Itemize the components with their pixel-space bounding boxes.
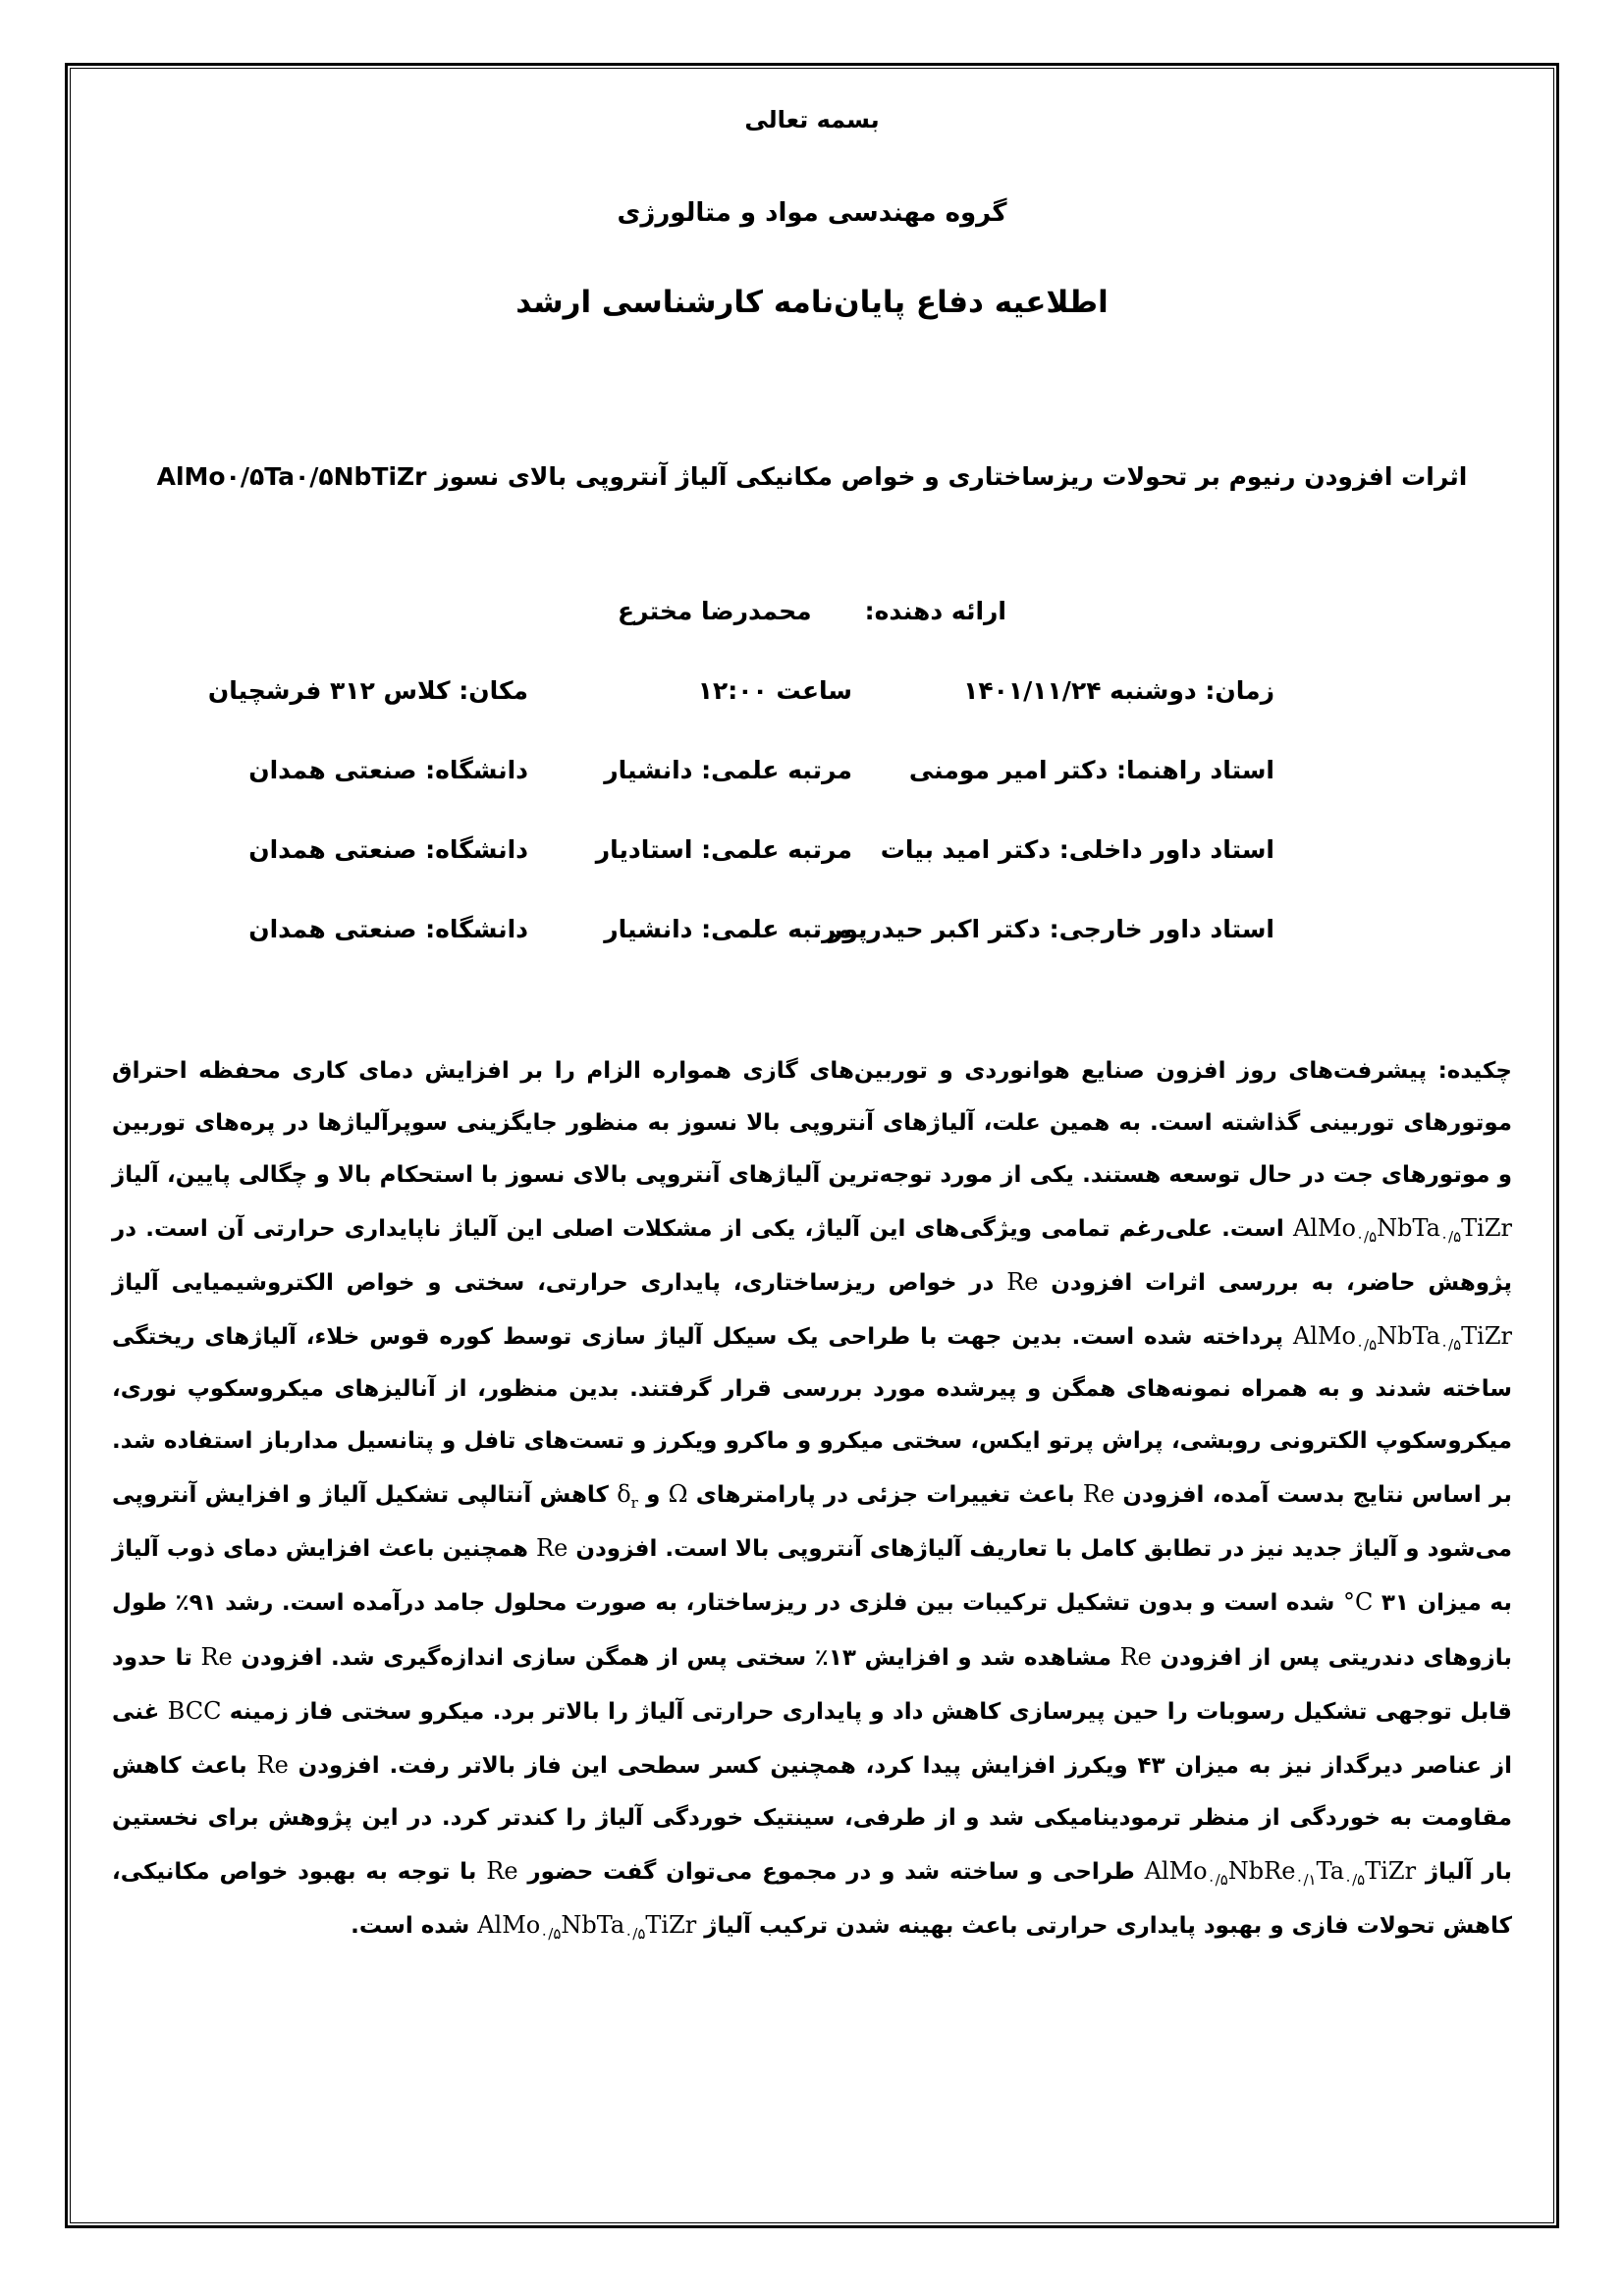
session-hour: ساعت ۱۲:۰۰ (697, 676, 852, 705)
external-examiner-university: دانشگاه: صنعتی همدان (248, 915, 528, 943)
abstract-text: مشاهده شد و افزایش ۱۳٪ سختی پس از همگن سازی اندازه‌گیری شد. افزودن (241, 1644, 1111, 1671)
committee-row-supervisor (104, 756, 1520, 784)
committee-row-external-examiner (104, 915, 1520, 943)
delta-r-symbol: $\delta_r$ (617, 1480, 638, 1512)
alloy-formula-base: AlMo$_{۰/۵}$NbTa$_{۰/۵}$TiZr (1292, 1322, 1512, 1354)
alloy-formula-rhenium: $AlMo_{۰/۵}NbRe_{۰/۱}Ta_{۰/۵}TiZr$ (1144, 1857, 1417, 1889)
rhenium-symbol: Re (256, 1750, 289, 1779)
rhenium-symbol: Re (1006, 1267, 1039, 1296)
document-border-inner (70, 68, 1554, 2223)
rhenium-symbol: Re (1119, 1642, 1152, 1671)
abstract-text: پرداخته شده است. بدین جهت با طراحی یک سیکل آلیاژ سازی توسط کوره قوس خلاء، آلیاژهای ریختگی ساخته شدند و به همراه نمونه‌های همگن و پیرشده مورد بررسی قرار گرفتند. بدین منظور، از آنالیزهای میکروسکوپ نوری، میکروسکوپ الکترونی روبشی، پراش پرتو ایکس، سختی میکرو و ماکرو ویکرز و تست‌های تافل و پتانسیل مدارباز استفاده شد. بر اساس نتایج بدست آمده، افزودن (112, 1324, 1512, 1509)
document-border (65, 63, 1559, 2228)
external-examiner-rank: مرتبه علمی: دانشیار (604, 915, 852, 943)
session-row (104, 676, 1520, 705)
session-location: مکان: کلاس ۳۱۲ فرشچیان (207, 676, 528, 705)
abstract-text: همچنین باعث افزایش دمای ذوب آلیاژ به میزان ۳۱ (112, 1536, 1513, 1617)
rhenium-symbol: Re (200, 1642, 233, 1671)
abstract-text: کاهش آنتالپی تشکیل آلیاژ و افزایش آنتروپی می‌شود و آلیاژ جدید نیز در تطابق کامل با تعاریف آلیاژهای آنتروپی بالا است. افزودن (112, 1482, 1512, 1563)
abstract-text: چکیده: پیشرفت‌های روز افزون صنایع هوانوردی و توربین‌های گازی همواره الزام را بر افزایش دمای کاری محفظه احتراق موتورهای توربینی گذاشته است. به همین علت، آلیاژهای آنتروپی بالا نسوز به منظور جایگزینی سوپرآلیاژها در پره‌های توربین و موتورهای جت در حال توسعه هستند. یکی از مورد توجه‌ترین آلیاژهای آنتروپی بالای نسوز با استحکام بالا و چگالی پایین، آلیاژ (112, 1058, 1512, 1188)
abstract-text: باعث تغییرات جزئی در پارامترهای (695, 1482, 1075, 1509)
alloy-formula-base: AlMo$_{۰/۵}$NbTa$_{۰/۵}$TiZr (477, 1911, 697, 1944)
thesis-title (104, 457, 1520, 497)
alloy-formula-base: AlMo$_{۰/۵}$NbTa$_{۰/۵}$TiZr (1292, 1213, 1512, 1246)
internal-examiner-name: استاد داور داخلی: دکتر امید بیات (880, 835, 1274, 864)
abstract-text: با توجه به بهبود خواص مکانیکی، کاهش تحولات فازی و بهبود پایداری حرارتی باعث بهینه شدن ترکیب آلیاژ (112, 1859, 1512, 1940)
thesis-title-text: اثرات افزودن رنیوم بر تحولات ریزساختاری و خواص مکانیکی آلیاژ آنتروپی بالای نسوز (435, 462, 1468, 491)
abstract-text: و (646, 1482, 661, 1509)
omega-symbol: Ω (668, 1480, 688, 1509)
bcc-phase-label: BCC (167, 1696, 222, 1725)
abstract-text: تا حدود قابل توجهی تشکیل رسوبات را حین پیرسازی کاهش داد و پایداری حرارتی آلیاژ را بالاتر برد. میکرو سختی فاز زمینه (112, 1644, 1512, 1725)
rhenium-symbol: Re (1082, 1480, 1115, 1509)
abstract-text: غنی از عناصر دیرگداز نیز به میزان ۴۳ ویکرز افزایش پیدا کرد، همچنین کسر سطحی این فاز بالاتر رفت. افزودن (112, 1698, 1512, 1779)
thesis-alloy-formula: AlMo۰/۵Ta۰/۵NbTiZr (156, 462, 427, 491)
celsius-unit: °C (1342, 1588, 1374, 1617)
session-time: زمان: دوشنبه ۱۴۰۱/۱۱/۲۴ (963, 676, 1274, 705)
committee-row-internal-examiner (104, 835, 1520, 864)
department-title: گروه مهندسی مواد و متالورژی (617, 198, 1007, 228)
rhenium-symbol: Re (486, 1857, 518, 1886)
presenter-row (104, 597, 1520, 625)
abstract-text: طراحی و ساخته شد و در مجموع می‌توان گفت حضور (527, 1859, 1135, 1886)
internal-examiner-rank: مرتبه علمی: استادیار (595, 835, 852, 864)
abstract-text: باعث کاهش مقاومت به خوردگی از منظر ترمودینامیکی شد و از طرفی، سینتیک خوردگی آلیاژ را کندتر کرد. در این پژوهش برای نخستین بار آلیاژ (112, 1752, 1513, 1886)
abstract-paragraph (104, 1045, 1520, 1952)
abstract-text: شده است و بدون تشکیل ترکیبات بین فلزی در ریزساختار، به صورت محلول جامد درآمده است. رشد ۹۱٪ طول بازوهای دندریتی پس از افزودن (112, 1590, 1512, 1671)
defense-notice-title: اطلاعیه دفاع پایان‌نامه کارشناسی ارشد (515, 285, 1109, 320)
external-examiner-name: استاد داور خارجی: دکتر اکبر حیدرپور (828, 915, 1274, 943)
presenter-name: محمدرضا مخترع (617, 597, 812, 625)
internal-examiner-university: دانشگاه: صنعتی همدان (248, 835, 528, 864)
abstract-text: است. علی‌رغم تمامی ویژگی‌های این آلیاژ، یکی از مشکلات اصلی این آلیاژ ناپایداری حرارتی آن است. در پژوهش حاضر، به بررسی اثرات افزودن (112, 1215, 1513, 1296)
bismillah-text: بسمه تعالی (744, 106, 880, 133)
abstract-text: در خواص ریزساختاری، پایداری حرارتی، سختی و خواص الکتروشیمیایی آلیاژ (112, 1269, 995, 1296)
supervisor-rank: مرتبه علمی: دانشیار (604, 756, 852, 784)
supervisor-name: استاد راهنما: دکتر امیر مومنی (908, 756, 1274, 784)
abstract-text: شده است. (351, 1913, 470, 1940)
document-content (75, 73, 1549, 2218)
presenter-label: ارائه دهنده: (864, 597, 1007, 625)
supervisor-university: دانشگاه: صنعتی همدان (248, 756, 528, 784)
rhenium-symbol: Re (536, 1534, 568, 1563)
